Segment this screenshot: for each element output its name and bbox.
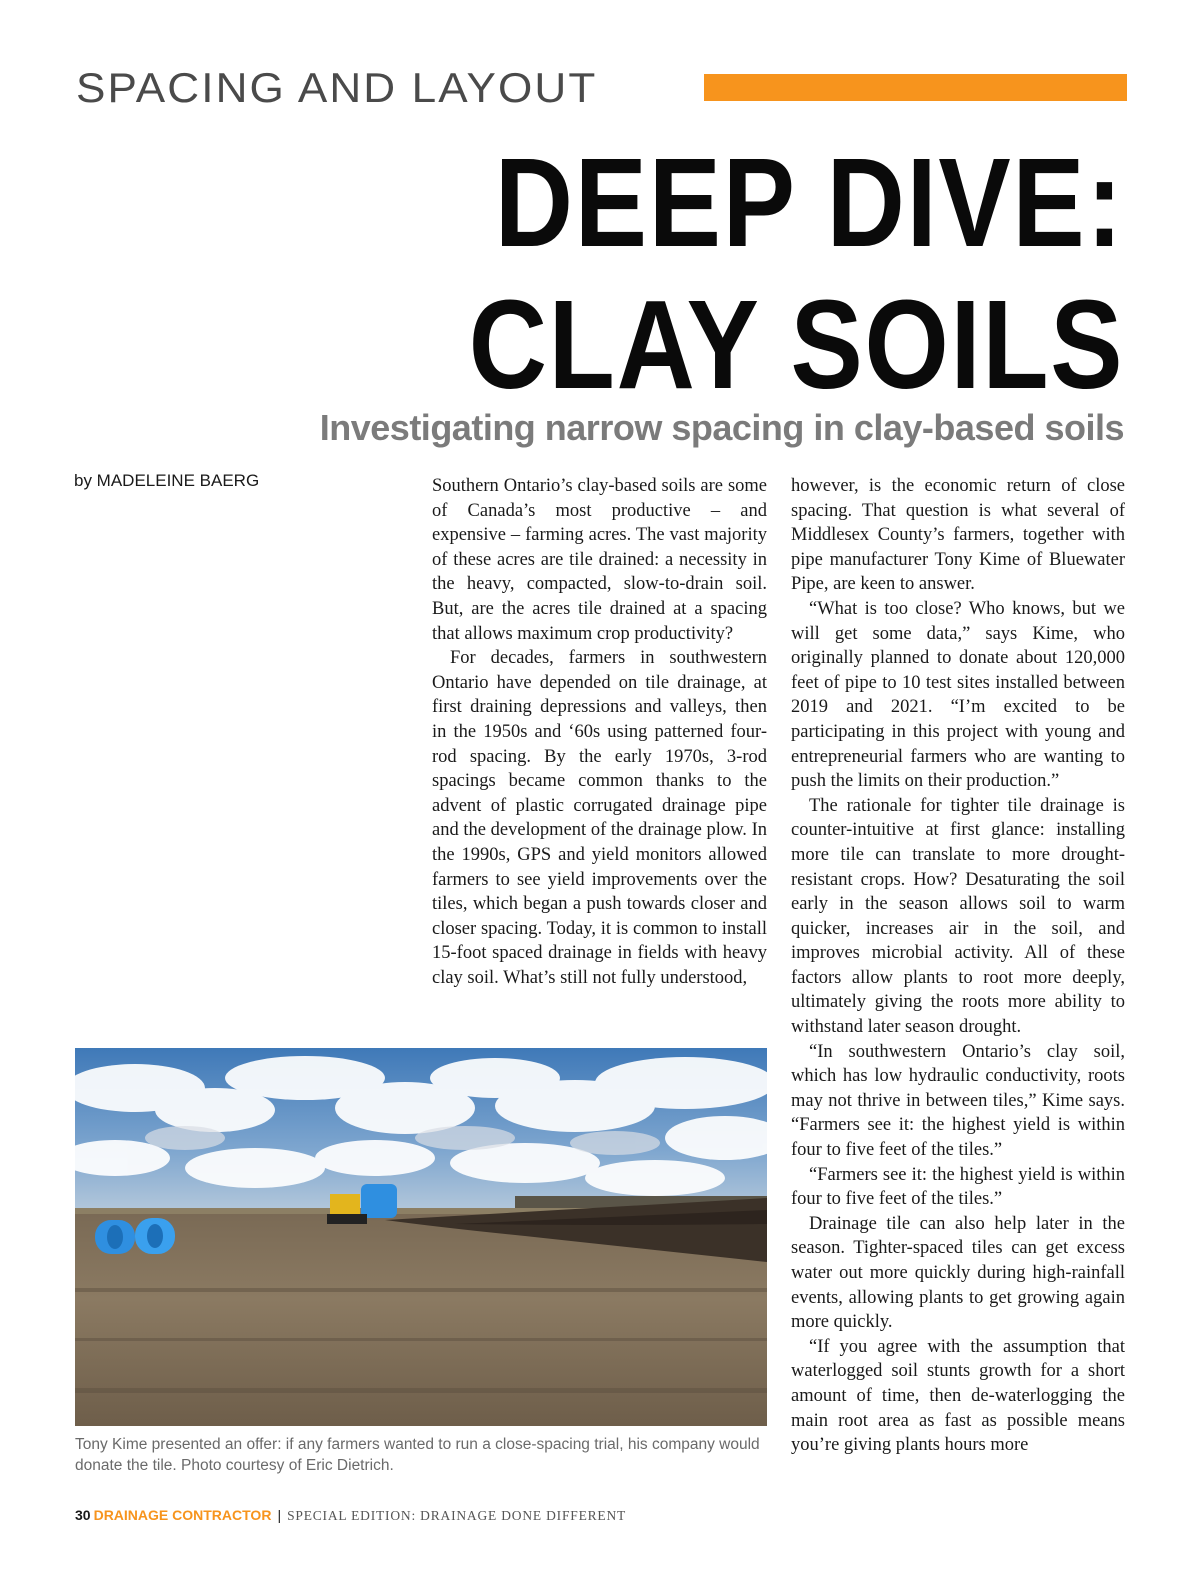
body-column-1 xyxy=(432,474,767,1040)
field-photo xyxy=(75,1048,767,1426)
paragraph: “Farmers see it: the highest yield is within four to five feet of the tiles.” xyxy=(791,1164,1125,1210)
section-accent-bar xyxy=(704,74,1127,101)
paragraph: “If you agree with the assumption that waterlogged soil stunts growth for a short amount of time, then de-waterlogging the main root area as fast as possible means you’re giving plants hours more xyxy=(791,1336,1125,1456)
headline-line-1: DEEP DIVE: xyxy=(494,132,1124,273)
paragraph: Southern Ontario’s clay-based soils are some of Canada’s most productive – and expensive – farming acres. The vast majority of these acres are tile drained: a necessity in the heavy, compacted, slow-to-drain soil. But, are the acres tile drained at a spacing that allows maximum crop productivity? xyxy=(432,476,767,644)
photo-caption: Tony Kime presented an offer: if any farmers wanted to run a close-spacing trial, his company would donate the tile. Photo courtesy of Eric Dietrich. xyxy=(75,1436,760,1474)
headline-line-2: CLAY SOILS xyxy=(468,274,1124,415)
magazine-name: DRAINAGE CONTRACTOR xyxy=(93,1507,272,1523)
paragraph: Drainage tile can also help later in the season. Tighter-spaced tiles can get excess water out more quickly during high-rainfall events, allowing plants to get growing again more quickly. xyxy=(791,1213,1125,1333)
section-label: SPACING AND LAYOUT xyxy=(76,64,598,111)
paragraph: For decades, farmers in southwestern Ontario have depended on tile drainage, at first draining depressions and valleys, then in the 1950s and ‘60s using patterned four-rod spacing. By the early 1970s, 3-rod spacings became common thanks to the advent of plastic corrugated drainage pipe and the development of the drainage plow. In the 1990s, GPS and yield monitors allowed farmers to see yield improvements over the tiles, which began a push towards closer and closer spacing. Today, it is common to install 15-foot spaced drainage in fields with heavy clay soil. What’s still not fully understood, xyxy=(432,648,767,988)
page-number: 30 xyxy=(75,1507,91,1523)
article-headline xyxy=(362,132,1124,416)
edition-title: SPECIAL EDITION: DRAINAGE DONE DIFFERENT xyxy=(287,1508,627,1523)
byline: by MADELEINE BAERG xyxy=(74,471,260,490)
article-subhead: Investigating narrow spacing in clay-based soils xyxy=(319,407,1124,448)
paragraph: “What is too close? Who knows, but we will get some data,” says Kime, who originally planned to donate about 120,000 feet of pipe to 10 test sites installed between 2019 and 2021. “I’m excited to be participating in this project with young and entrepreneurial farmers who are wanting to push the limits on their production.” xyxy=(791,598,1125,792)
page-footer xyxy=(75,1505,626,1526)
paragraph: however, is the economic return of close spacing. That question is what several of Middlesex County’s farmers, together with pipe manufacturer Tony Kime of Bluewater Pipe, are keen to answer. xyxy=(791,476,1125,595)
paragraph: “In southwestern Ontario’s clay soil, which has low hydraulic conductivity, roots may not thrive in between tiles,” Kime says. “Farmers see it: the highest yield is within four to five feet of the tiles.” xyxy=(791,1041,1125,1161)
footer-separator: | xyxy=(277,1507,282,1523)
body-column-2 xyxy=(791,474,1125,1484)
paragraph: The rationale for tighter tile drainage is counter-intuitive at first glance: installing more tile can translate to more drought-resistant crops. How? Desaturating the soil early in the season allows soil to warm quicker, increases air in the soil, and improves microbial activity. All of these factors allow plants to root more deeply, ultimately giving the roots more ability to withstand later season drought. xyxy=(791,795,1125,1038)
